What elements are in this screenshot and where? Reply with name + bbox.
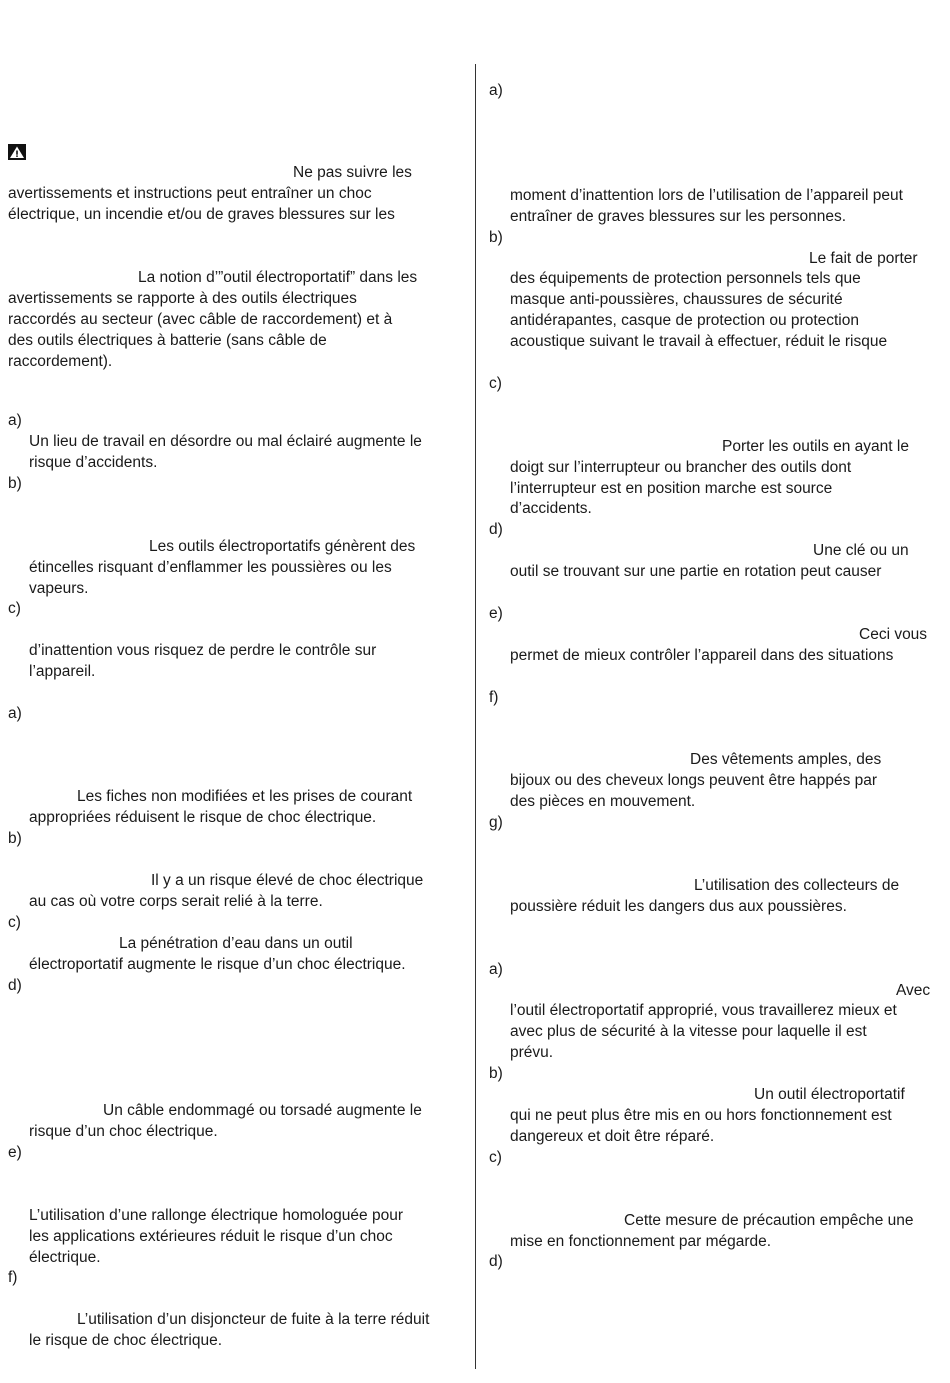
item-text: permet de mieux contrôler l’appareil dans des situations — [510, 647, 894, 664]
item-text: Le fait de porter — [809, 250, 918, 267]
warning-text: Ne pas suivre les — [293, 164, 412, 181]
item-label: d) — [489, 521, 503, 538]
item-text: électrique. — [29, 1249, 101, 1266]
item-text: électroportatif augmente le risque d’un choc électrique. — [29, 956, 406, 973]
item-text: le risque de choc électrique. — [29, 1332, 223, 1349]
item-text: Une clé ou un — [813, 542, 909, 559]
item-text: L’utilisation d’un disjoncteur de fuite à la terre réduit — [77, 1311, 430, 1328]
item-label: b) — [8, 475, 22, 492]
item-text: l’outil électroportatif approprié, vous travaillerez mieux et — [510, 1002, 897, 1019]
item-label: b) — [489, 1065, 503, 1082]
item-text: dangereux et doit être réparé. — [510, 1128, 715, 1145]
item-text: doigt sur l’interrupteur ou brancher des outils dont — [510, 459, 852, 476]
item-label: a) — [8, 412, 22, 429]
item-label: c) — [8, 914, 21, 931]
intro-line: électrique, un incendie et/ou de graves blessures sur les — [8, 206, 395, 223]
item-text: d’accidents. — [510, 500, 592, 517]
intro-line: avertissements et instructions peut entraîner un choc — [8, 185, 372, 202]
item-label: a) — [489, 82, 503, 99]
item-text: Un lieu de travail en désordre ou mal éclairé augmente le — [29, 433, 422, 450]
item-text: Un câble endommagé ou torsadé augmente le — [103, 1102, 422, 1119]
item-label: e) — [489, 605, 503, 622]
item-label: e) — [8, 1144, 22, 1161]
notion-line: avertissements se rapporte à des outils électriques — [8, 290, 357, 307]
column-divider — [475, 64, 476, 1369]
item-text: La pénétration d’eau dans un outil — [119, 935, 353, 952]
item-text: vapeurs. — [29, 580, 89, 597]
item-text: Un outil électroportatif — [754, 1086, 905, 1103]
item-text: moment d’inattention lors de l’utilisation de l’appareil peut — [510, 187, 903, 204]
item-text: acoustique suivant le travail à effectuer, réduit le risque — [510, 333, 888, 350]
item-text: qui ne peut plus être mis en ou hors fonctionnement est — [510, 1107, 892, 1124]
item-text: prévu. — [510, 1044, 554, 1061]
item-text: antidérapantes, casque de protection ou protection — [510, 312, 859, 329]
item-text: l’appareil. — [29, 663, 96, 680]
item-text: avec plus de sécurité à la vitesse pour laquelle il est — [510, 1023, 867, 1040]
item-text: Ceci vous — [859, 626, 928, 643]
item-text: Les outils électroportatifs génèrent des — [149, 538, 416, 555]
item-text: Porter les outils en ayant le — [722, 438, 909, 455]
item-label: g) — [489, 814, 503, 831]
item-text: L’utilisation d’une rallonge électrique homologuée pour — [29, 1207, 403, 1224]
item-text: risque d’un choc électrique. — [29, 1123, 218, 1140]
item-text: d’inattention vous risquez de perdre le contrôle sur — [29, 642, 377, 659]
item-label: a) — [8, 705, 22, 722]
item-label: d) — [489, 1253, 503, 1270]
item-label: b) — [489, 229, 503, 246]
item-text: l’interrupteur est en position marche est source — [510, 480, 833, 497]
item-text: étincelles risquant d’enflammer les poussières ou les — [29, 559, 392, 576]
notion-line: La notion d’”outil électroportatif” dans les — [138, 269, 418, 286]
item-text: Avec — [896, 982, 931, 999]
item-text: Des vêtements amples, des — [690, 751, 882, 768]
item-text: mise en fonctionnement par mégarde. — [510, 1233, 772, 1250]
item-label: f) — [489, 689, 499, 706]
item-text: masque anti-poussières, chaussures de sécurité — [510, 291, 843, 308]
item-text: des équipements de protection personnels tels que — [510, 270, 861, 287]
item-text: risque d’accidents. — [29, 454, 158, 471]
item-label: c) — [489, 1149, 502, 1166]
item-text: Cette mesure de précaution empêche une — [624, 1212, 914, 1229]
item-text: poussière réduit les dangers dus aux poussières. — [510, 898, 847, 915]
item-text: outil se trouvant sur une partie en rotation peut causer — [510, 563, 882, 580]
item-text: bijoux ou des cheveux longs peuvent être happés par — [510, 772, 878, 789]
item-text: appropriées réduisent le risque de choc électrique. — [29, 809, 377, 826]
notion-line: raccordés au secteur (avec câble de raccordement) et à — [8, 311, 393, 328]
item-label: c) — [8, 600, 21, 617]
item-label: b) — [8, 830, 22, 847]
notion-line: raccordement). — [8, 353, 113, 370]
item-text: Les fiches non modifiées et les prises de courant — [77, 788, 413, 805]
item-text: Il y a un risque élevé de choc électrique — [151, 872, 424, 889]
item-text: entraîner de graves blessures sur les personnes. — [510, 208, 847, 225]
item-text: au cas où votre corps serait relié à la terre. — [29, 893, 323, 910]
warning-icon — [8, 144, 26, 160]
item-label: f) — [8, 1269, 18, 1286]
item-text: des pièces en mouvement. — [510, 793, 696, 810]
item-text: L’utilisation des collecteurs de — [694, 877, 900, 894]
item-label: c) — [489, 375, 502, 392]
item-label: d) — [8, 977, 22, 994]
item-label: a) — [489, 961, 503, 978]
notion-line: des outils électriques à batterie (sans câble de — [8, 332, 327, 349]
item-text: les applications extérieures réduit le risque d’un choc — [29, 1228, 393, 1245]
